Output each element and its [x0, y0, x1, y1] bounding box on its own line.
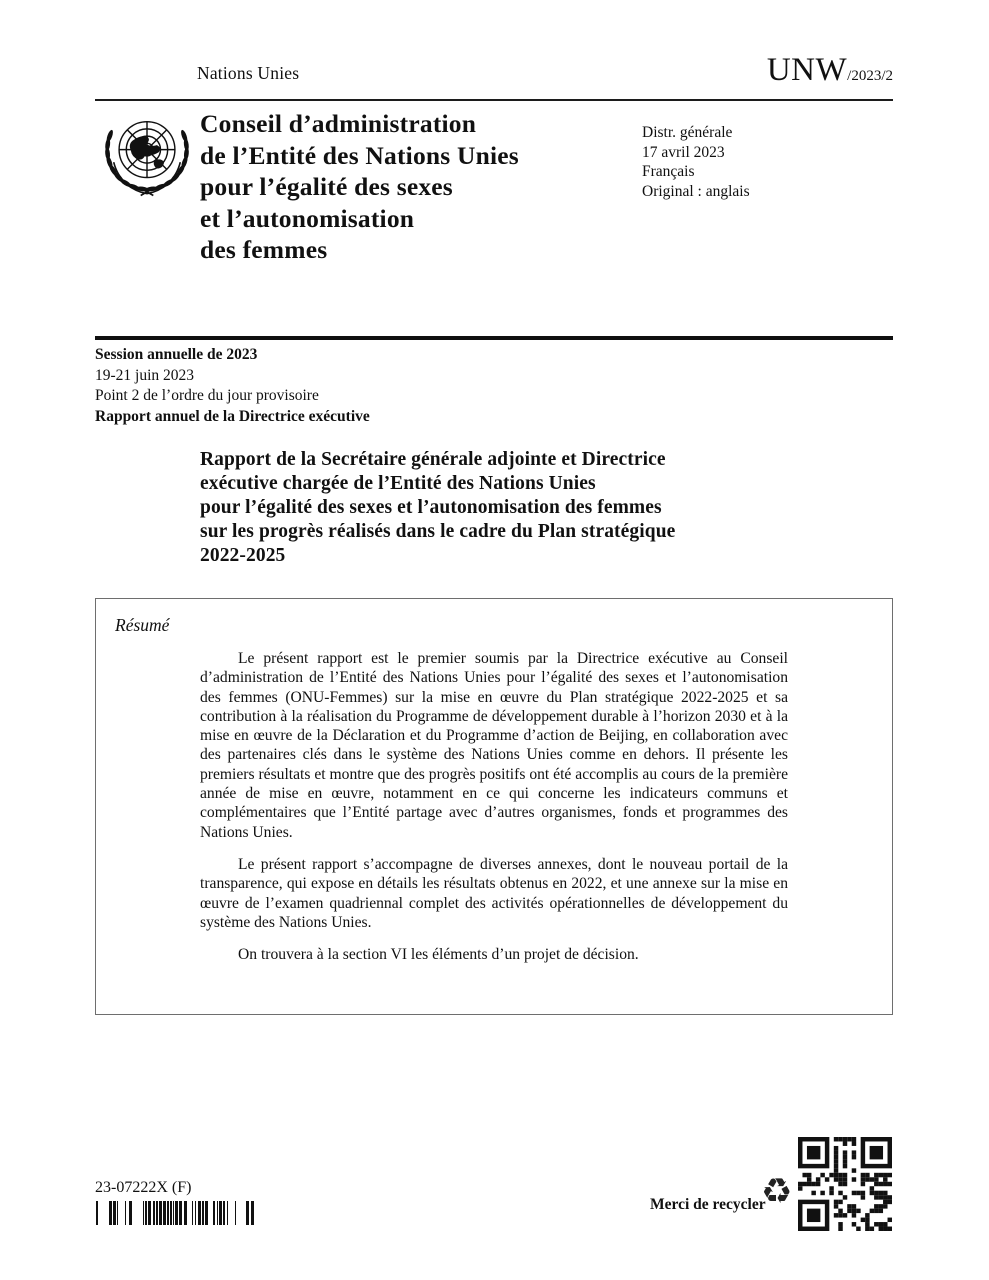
- issuing-body-line: des femmes: [200, 235, 328, 264]
- summary-heading: Résumé: [115, 615, 170, 635]
- report-title: [200, 448, 675, 568]
- document-symbol-main: UNW: [766, 52, 848, 88]
- issuing-body-line: de l’Entité des Nations Unies: [200, 140, 519, 170]
- distribution-language: Français: [642, 163, 695, 180]
- issuing-body-title: [200, 108, 519, 266]
- agenda-item-title: Rapport annuel de la Directrice exécutive: [95, 407, 370, 425]
- report-title-line: 2022-2025: [200, 545, 286, 566]
- session-title: Session annuelle de 2023: [95, 346, 258, 363]
- report-title-line: pour l’égalité des sexes et l’autonomisation des femmes: [200, 497, 662, 518]
- distribution-original: Original : anglais: [642, 182, 750, 200]
- document-symbol: [767, 52, 893, 89]
- document-symbol-suffix: /2023/2: [847, 68, 893, 84]
- agenda-item: Point 2 de l’ordre du jour provisoire: [95, 387, 319, 404]
- report-title-line: Rapport de la Secrétaire générale adjointe et Directrice: [200, 449, 666, 470]
- header-rule: [95, 99, 893, 101]
- un-emblem-svg: [102, 110, 192, 200]
- barcode: [96, 1201, 262, 1225]
- distribution-date: 17 avril 2023: [642, 143, 725, 161]
- recycle-label: Merci de recycler: [650, 1196, 766, 1213]
- report-title-line: sur les progrès réalisés dans le cadre du Plan stratégique: [200, 521, 676, 542]
- distribution-type: Distr. générale: [642, 124, 733, 141]
- section-rule: [95, 336, 893, 340]
- session-dates: 19-21 juin 2023: [95, 366, 195, 384]
- summary-box: [95, 598, 893, 1015]
- distribution-block: [642, 123, 750, 201]
- org-name: Nations Unies: [197, 63, 300, 83]
- document-number: 23-07222X (F): [95, 1179, 192, 1196]
- issuing-body-line: et l’autonomisation: [200, 203, 415, 233]
- qr-code: [798, 1137, 892, 1231]
- recycle-icon: ♻: [761, 1172, 793, 1212]
- report-title-line: exécutive chargée de l’Entité des Nations Unies: [200, 473, 596, 494]
- issuing-body-line: pour l’égalité des sexes: [200, 172, 453, 201]
- summary-paragraph: On trouvera à la section VI les éléments d’un projet de décision.: [238, 946, 639, 964]
- un-emblem-icon: [102, 110, 192, 200]
- summary-paragraph: Le présent rapport est le premier soumis par la Directrice exécutive au Conseil d’administration de l’Entité des Nations Unies pour l’égalité des sexes et l’autonomisation des femmes (ONU-Femmes) sur la mise en œuvre du Plan stratégique 2022-2025 et sa contribution à la réalisation du Programme de développement durable à l’horizon 2030 et à la mise en œuvre de la Déclaration et du Programme d’action de Beijing, en collaboration avec des partenaires clés dans le système des Nations Unies comme en dehors. Il présente les premiers résultats et montre que des progrès positifs ont été accomplis au cours de la première année de mise en œuvre, notamment en ce qui concerne les indicateurs communs et complémentaires que l’Entité partage avec d’autres organismes, fonds et programmes des Nations Unies.: [200, 650, 788, 841]
- summary-paragraph: Le présent rapport s’accompagne de diverses annexes, dont le nouveau portail de la transparence, qui expose en détails les résultats obtenus en 2022, et une annexe sur la mise en œuvre de l’examen quadriennal complet des activités opérationnelles de développement du système des Nations Unies.: [200, 855, 788, 931]
- session-block: [95, 345, 370, 427]
- issuing-body-line: Conseil d’administration: [200, 109, 477, 138]
